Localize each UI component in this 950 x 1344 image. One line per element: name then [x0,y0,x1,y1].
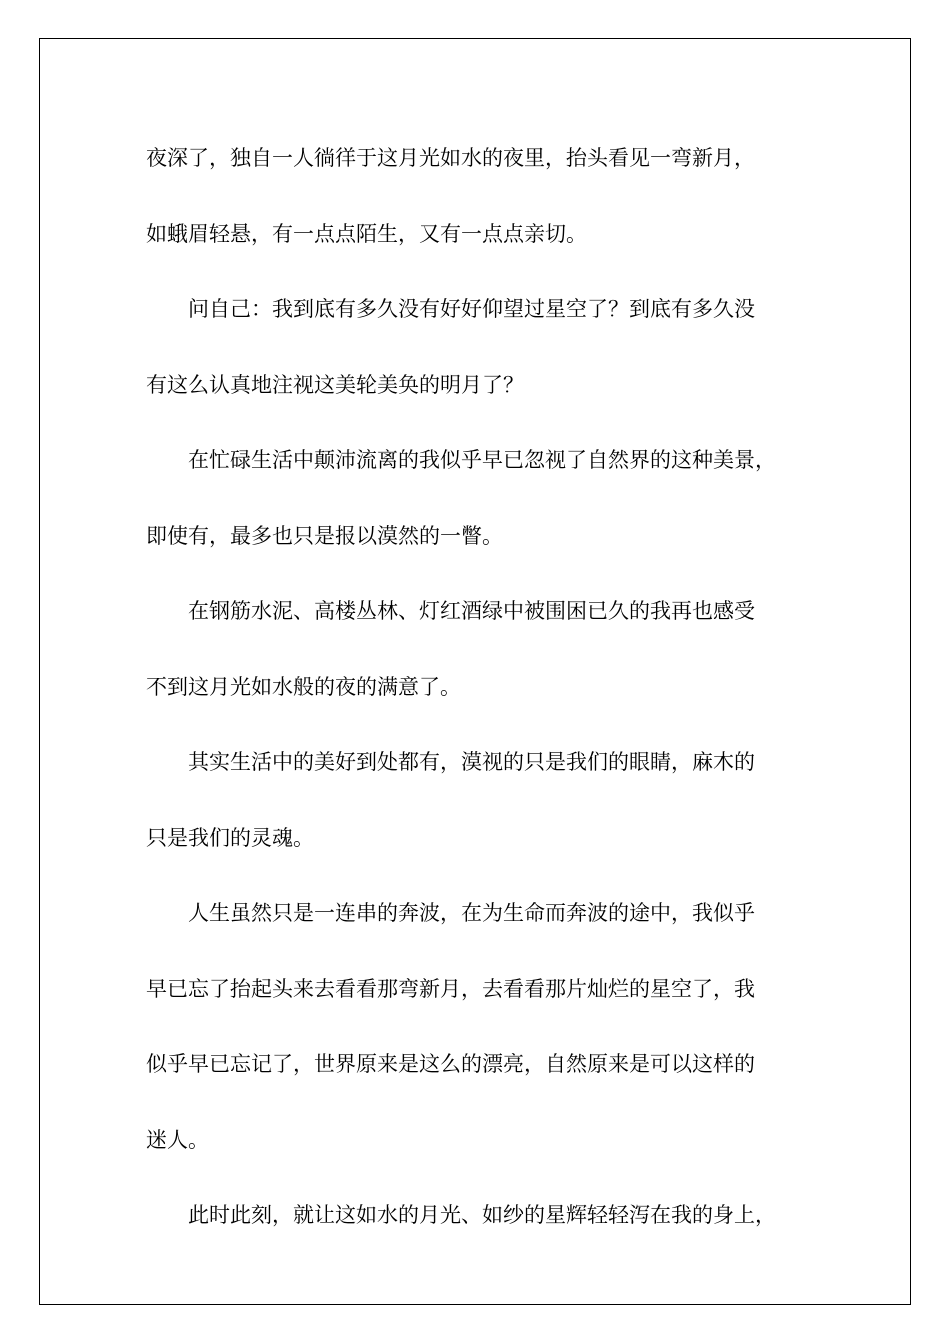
text-line: 问自己：我到底有多久没有好好仰望过星空了？到底有多久没 [188,297,755,321]
text-line: 早已忘了抬起头来去看看那弯新月，去看看那片灿烂的星空了，我 [146,976,755,1001]
text-line: 人生虽然只是一连串的奔波，在为生命而奔波的途中，我似乎 [188,901,755,925]
text-line: 夜深了，独自一人徜徉于这月光如水的夜里，抬头看见一弯新月， [146,146,755,170]
text-line: 在忙碌生活中颠沛流离的我似乎早已忽视了自然界的这种美景， [188,448,776,472]
text-line: 只是我们的灵魂。 [146,825,314,850]
text-line: 迷人。 [146,1127,209,1152]
text-line: 其实生活中的美好到处都有，漠视的只是我们的眼睛，麻木的 [188,750,755,774]
document-body [146,133,806,1266]
text-line: 似乎早已忘记了，世界原来是这么的漂亮，自然原来是可以这样的 [146,1052,755,1076]
text-line: 不到这月光如水般的夜的满意了。 [146,674,461,699]
text-line: 即使有，最多也只是报以漠然的一瞥。 [146,523,503,548]
text-line: 此时此刻，就让这如水的月光、如纱的星辉轻轻泻在我的身上， [188,1203,776,1227]
text-line: 在钢筋水泥、高楼丛林、灯红酒绿中被围困已久的我再也感受 [188,599,755,623]
text-line: 如蛾眉轻悬，有一点点陌生，又有一点点亲切。 [146,221,587,246]
text-line: 有这么认真地注视这美轮美奂的明月了？ [146,372,524,397]
